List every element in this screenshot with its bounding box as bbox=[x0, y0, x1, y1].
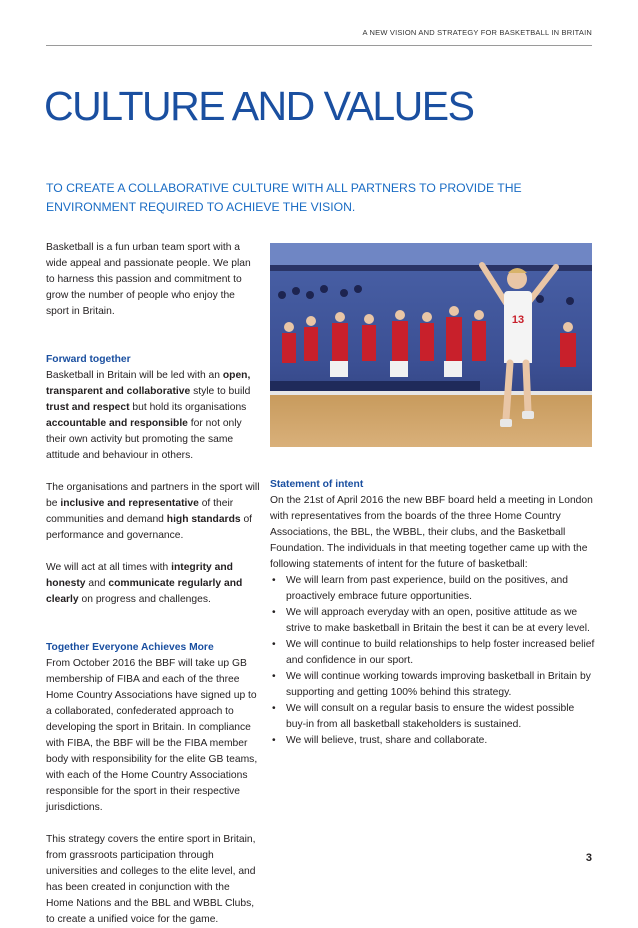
list-item: • We will continue to build relationships to help foster increased belief and confidence in our sport. bbox=[270, 637, 596, 669]
forward-paragraph-1: Basketball in Britain will be led with an open, transparent and collaborative style to build trust and respect but hold its organisations accountable and responsible for not only their own activity but promoting the same attitude and behaviour in others. bbox=[46, 370, 251, 461]
forward-together-heading: Forward together bbox=[46, 354, 131, 365]
intro-paragraph: Basketball is a fun urban team sport with a wide appeal and passionate people. We plan to harness this passion and commitment to grow the number of people who enjoy the sport in Britain. bbox=[46, 242, 251, 317]
running-header: A NEW VISION AND STRATEGY FOR BASKETBALL IN BRITAIN bbox=[362, 28, 592, 37]
team-heading: Together Everyone Achieves More bbox=[46, 642, 214, 653]
page-title: CULTURE AND VALUES bbox=[44, 83, 474, 129]
list-item: • We will learn from past experience, build on the positives, and proactively embrace future opportunities. bbox=[270, 573, 596, 605]
forward-paragraph-3: We will act at all times with integrity and honesty and communicate regularly and clearly on progress and challenges. bbox=[46, 562, 243, 605]
statement-list bbox=[270, 573, 596, 749]
basketball-celebration-photo bbox=[270, 243, 592, 447]
list-item: • We will continue working towards improving basketball in Britain by supporting and getting 100% behind this strategy. bbox=[270, 669, 596, 701]
forward-paragraph-2: The organisations and partners in the sport will be inclusive and representative of their communities and demand high standards of performance and governance. bbox=[46, 482, 260, 541]
list-item: • We will believe, trust, share and collaborate. bbox=[270, 733, 596, 749]
statement-intro: On the 21st of April 2016 the new BBF board held a meeting in London with representatives from the boards of the three Home Country Associations, the BBL, the WBBL, their clubs, and the Basketball Foundation. The individuals in that meeting together came up with the following statements of intent for the future of basketball: bbox=[270, 495, 593, 570]
page-number: 3 bbox=[585, 852, 592, 864]
list-item: • We will consult on a regular basis to ensure the widest possible buy-in from all basketball stakeholders is sustained. bbox=[270, 701, 596, 733]
jersey-number: 13 bbox=[511, 314, 525, 326]
left-column bbox=[46, 240, 260, 928]
right-column bbox=[270, 477, 596, 749]
team-paragraph-1: From October 2016 the BBF will take up GB membership of FIBA and each of the three Home Country Associations have signed up to a collaborated, confederated approach to developing the sport in Britain. In compliance with FIBA, the BBF will be the FIBA member body with responsibility for the elite GB teams, with each of the Home Country Associations responsible for the sport in their respective jurisdictions. bbox=[46, 658, 258, 813]
lead-statement: TO CREATE A COLLABORATIVE CULTURE WITH ALL PARTNERS TO PROVIDE THE ENVIRONMENT REQUIRED TO ACHIEVE THE VISION. bbox=[46, 181, 522, 214]
header-rule bbox=[46, 45, 592, 46]
statement-heading: Statement of intent bbox=[270, 479, 364, 490]
team-paragraph-2: This strategy covers the entire sport in Britain, from grassroots participation through universities and colleges to the elite level, and has been created in conjunction with the Home Nations and the BBL and WBBL Clubs, to create a unified voice for the game. bbox=[46, 834, 256, 925]
list-item: • We will approach everyday with an open, positive attitude as we strive to make basketball in Britain the best it can be at every level. bbox=[270, 605, 596, 637]
